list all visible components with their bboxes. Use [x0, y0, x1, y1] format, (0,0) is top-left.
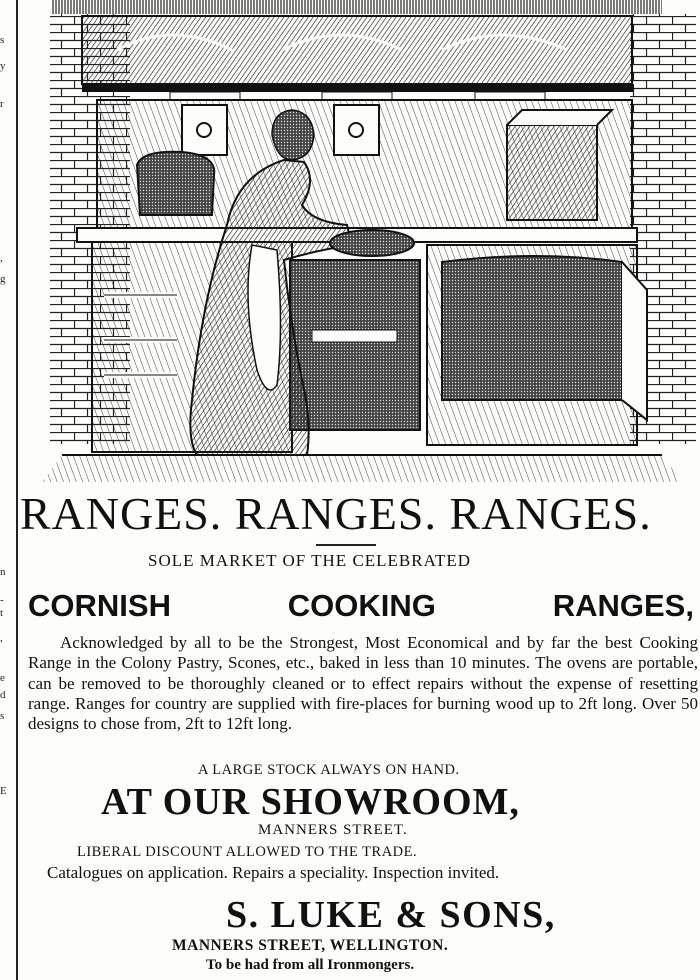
discount-notice: LIBERAL DISCOUNT ALLOWED TO THE TRADE. — [77, 844, 418, 860]
availability-note: To be had from all Ironmongers. — [206, 957, 415, 973]
column-rule — [16, 0, 18, 980]
left-fragment: r — [0, 98, 4, 110]
product-title — [28, 588, 694, 624]
left-fragment: s — [0, 34, 5, 46]
left-fragment: t — [0, 607, 4, 619]
left-fragment: E — [0, 785, 7, 797]
body-text: Acknowledged by all to be the Strongest, Most Economical and by far the best Cooking Range in the Colony Pastry, Scones, etc., baked in less than 10 minutes. The ovens are portable, can be removed to be thoroughly cleaned or to effect repairs without the expense of resetting range. Ranges for country are supplied with fire-places for burning wood up to 2ft long. Over 50 designs to chose from, 2ft to 12ft long. — [28, 633, 698, 734]
adjacent-column-fragments — [0, 0, 14, 980]
divider — [316, 544, 376, 546]
product-word: COOKING — [287, 588, 436, 623]
left-fragment: , — [0, 252, 3, 264]
left-fragment: n — [0, 566, 6, 578]
firm-name: S. LUKE & SONS, — [226, 894, 556, 936]
left-fragment: s — [0, 710, 5, 722]
kitchen-range-engraving — [22, 0, 700, 482]
left-fragment: y — [0, 60, 6, 72]
headline: RANGES. RANGES. RANGES. — [20, 489, 652, 539]
left-fragment: e — [0, 672, 5, 684]
left-fragment: g — [0, 273, 6, 285]
stock-notice: A LARGE STOCK ALWAYS ON HAND. — [198, 762, 460, 778]
firm-address: MANNERS STREET, WELLINGTON. — [172, 937, 449, 954]
product-word: CORNISH — [28, 588, 171, 623]
product-word: RANGES, — [552, 588, 694, 623]
catalogue-line: Catalogues on application. Repairs a speciality. Inspection invited. — [47, 863, 500, 882]
body-paragraph — [28, 633, 698, 734]
subheading: SOLE MARKET OF THE CELEBRATED — [148, 551, 472, 570]
left-fragment: - — [0, 594, 4, 606]
street-name: MANNERS STREET. — [258, 822, 408, 838]
left-fragment: , — [0, 632, 3, 644]
left-fragment: d — [0, 689, 6, 701]
showroom-heading: AT OUR SHOWROOM, — [101, 781, 520, 823]
